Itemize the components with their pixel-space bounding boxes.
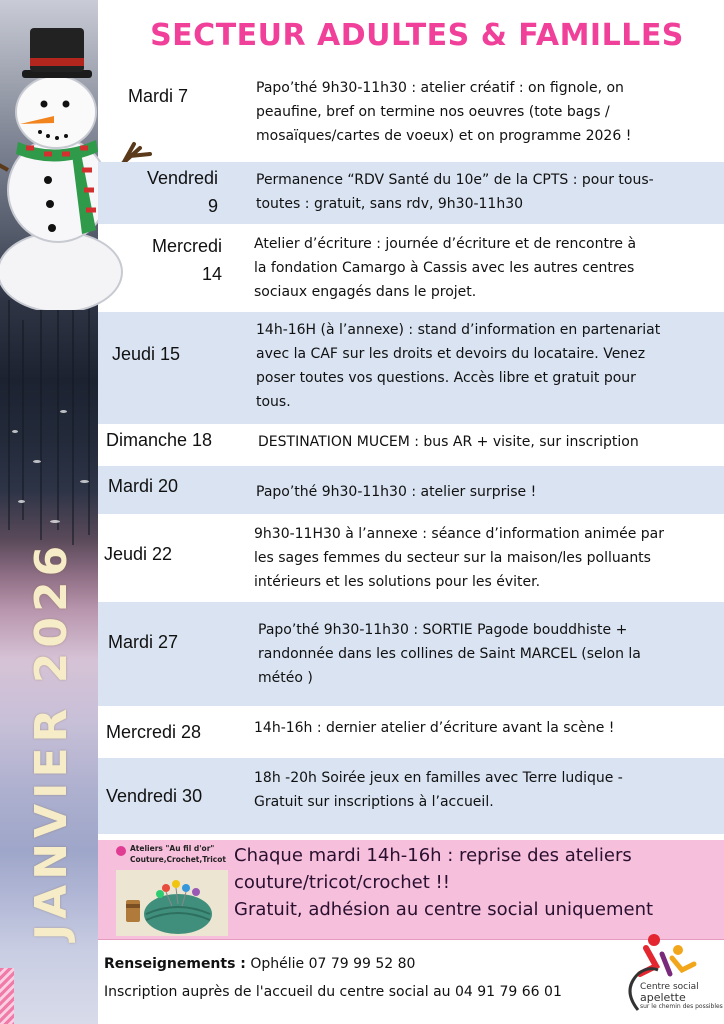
workshop-text: Chaque mardi 14h-16h : reprise des ateliers couture/tricot/crochet !! Gratuit, adhésion au centre social uniquement — [234, 845, 654, 920]
event-day: Mardi 7 — [128, 86, 189, 106]
workshop-card-title: Ateliers "Au fil d'or" — [130, 844, 215, 853]
event-day: Dimanche 18 — [106, 430, 213, 450]
sewing-kit-image — [116, 870, 228, 936]
event-row — [98, 312, 724, 424]
contact-label: Renseignements : — [104, 956, 246, 972]
event-row — [98, 758, 724, 834]
event-row — [98, 424, 724, 466]
event-description: 9h30-11H30 à l’annexe : séance d’information animée par les sages femmes du secteur sur la maison/les polluants intérieurs et les solutions pour les éviter. — [254, 526, 664, 590]
event-description: 14h-16H (à l’annexe) : stand d’information en partenariat avec la CAF sur les droits et devoirs du locataire. Venez poser toutes vos questions. Accès libre et gratuit pour tous. — [256, 322, 661, 410]
event-description: Papo’thé 9h30-11h30 : atelier surprise ! — [256, 484, 537, 500]
event-description: Papo’thé 9h30-11h30 : SORTIE Pagode bouddhiste + randonnée dans les collines de Saint MARCEL (selon la météo ) — [258, 622, 641, 686]
month-label: JANVIER 2026 — [26, 540, 78, 940]
event-row — [98, 514, 724, 602]
inscription-info: Inscription auprès de l'accueil du centre social au 04 91 79 66 01 — [104, 984, 562, 1000]
contact-value: Ophélie 07 79 99 52 80 — [250, 956, 416, 972]
event-description: Permanence “RDV Santé du 10e” de la CPTS : pour tous- toutes : gratuit, sans rdv, 9h30-11h30 — [256, 172, 654, 212]
event-day: Mardi 27 — [108, 632, 179, 652]
event-row — [98, 466, 724, 514]
event-description: 14h-16h : dernier atelier d’écriture avant la scène ! — [254, 720, 615, 736]
event-row — [98, 706, 724, 758]
event-day: Mardi 20 — [108, 476, 179, 496]
page-title: SECTEUR ADULTES & FAMILLES — [150, 18, 684, 53]
event-day: Jeudi 15 — [112, 344, 181, 364]
event-day: Vendredi 30 — [106, 786, 203, 806]
event-description: Papo’thé 9h30-11h30 : atelier créatif : on fignole, on peaufine, bref on termine nos oeuvres (tote bags / mosaïques/cartes de voeux) et on programme 2026 ! — [256, 80, 632, 144]
event-row — [98, 162, 724, 224]
event-day: Mercredi 28 — [106, 722, 202, 742]
bullet-icon — [116, 846, 126, 856]
workshop-card — [112, 840, 230, 938]
event-description: DESTINATION MUCEM : bus AR + visite, sur inscription — [258, 434, 639, 450]
contact-info — [104, 956, 415, 972]
event-day: Jeudi 22 — [104, 544, 173, 564]
event-description: Atelier d’écriture : journée d’écriture et de rencontre à la fondation Camargo à Cassis avec les autres centres sociaux engagés dans le projet. — [254, 236, 637, 300]
logo-text: Centre social apelette sur le chemin des possibles — [640, 982, 723, 1010]
event-day: Vendredi 9 — [146, 168, 218, 216]
event-description: 18h -20h Soirée jeux en familles avec Terre ludique - Gratuit sur inscriptions à l’accueil. — [254, 770, 623, 810]
event-row — [98, 70, 724, 162]
event-row — [98, 224, 724, 312]
event-day: Mercredi 14 — [151, 236, 222, 284]
event-row — [98, 602, 724, 706]
workshop-card-subtitle: Couture,Crochet,Tricot — [130, 855, 226, 864]
decorative-stripe — [0, 968, 14, 1024]
workshop-banner — [98, 840, 724, 940]
